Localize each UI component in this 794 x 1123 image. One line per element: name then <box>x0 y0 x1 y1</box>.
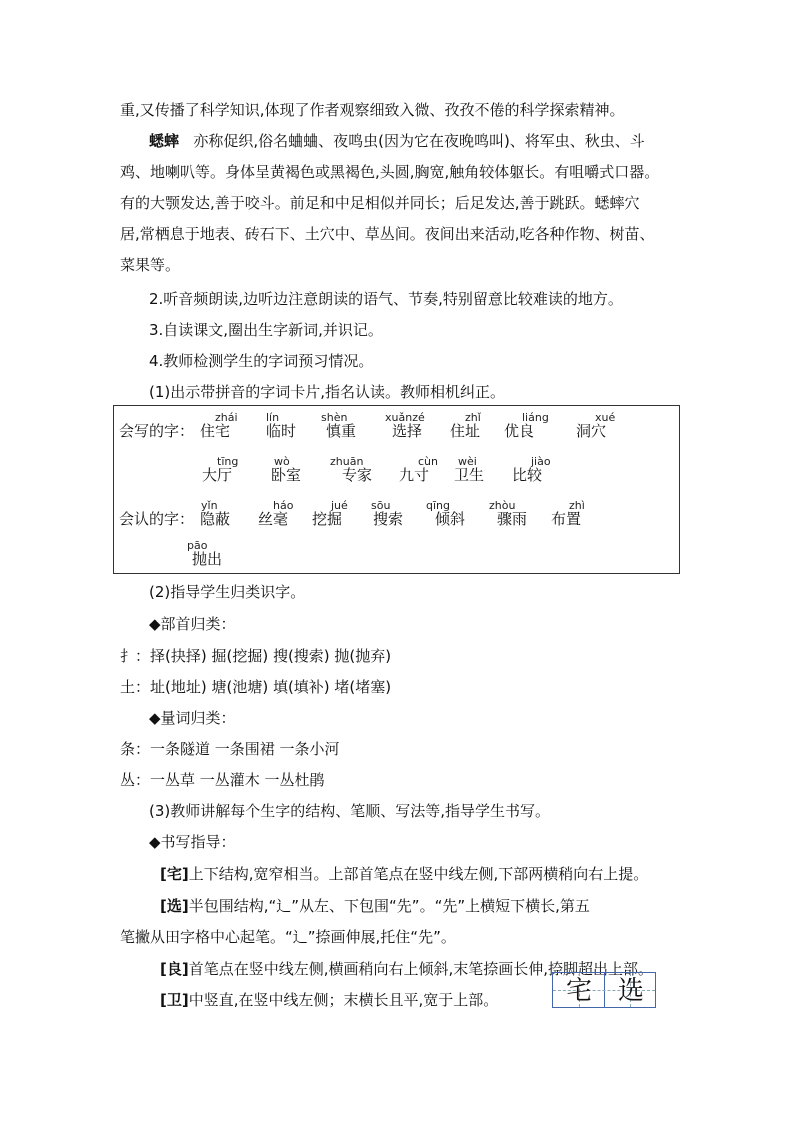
pinyin: zhì <box>569 499 585 512</box>
pinyin: jiào <box>531 455 551 468</box>
guide-char: [选] <box>160 897 189 915</box>
guide-char: [良] <box>160 960 189 978</box>
radical-heading: ◆部首归类： <box>149 615 236 633</box>
step-2: 2.听音频朗读,边听边注意朗读的语气、节奏,特别留意比较难读的地方。 <box>149 290 623 308</box>
word: 住址 <box>450 422 481 440</box>
word: 搜索 <box>373 510 404 528</box>
guide-char: [宅] <box>160 865 189 883</box>
pinyin: háo <box>273 499 294 512</box>
word: 选择 <box>392 422 423 440</box>
read-label: 会认的字： <box>119 510 195 528</box>
pinyin-card-box <box>113 405 680 574</box>
pinyin: zhǐ <box>465 411 481 424</box>
pinyin: xué <box>595 411 616 424</box>
cricket-line-3: 有的大颚发达,善于咬斗。前足和中足相似并同长；后足发达,善于跳跃。蟋蟀穴 <box>120 194 640 212</box>
guide-zhai <box>160 864 648 884</box>
guide-char: [卫] <box>160 991 189 1009</box>
pinyin: zhuān <box>330 455 364 468</box>
word: 比较 <box>512 466 543 484</box>
grid-char-zhai: 宅 <box>565 976 592 1006</box>
guide-text: 中竖直,在竖中线左侧；末横长且平,宽于上部。 <box>188 991 499 1009</box>
word: 布置 <box>551 510 582 528</box>
pinyin: qīng <box>426 499 450 512</box>
guide-text: 半包围结构,“辶”从左、下包围“先”。“先”上横短下横长,第五 <box>188 897 590 915</box>
step-4-3: (3)教师讲解每个生字的结构、笔顺、写法等,指导学生书写。 <box>149 802 551 820</box>
cricket-line-1 <box>149 131 645 151</box>
word: 卫生 <box>454 466 485 484</box>
guide-xuan-cont: 笔撇从田字格中心起笔。“辶”捺画伸展,托住“先”。 <box>120 928 456 946</box>
intro-line: 重,又传播了科学知识,体现了作者观察细致入微、孜孜不倦的科学探索精神。 <box>120 101 625 119</box>
radical-earth: 土：址(地址) 塘(池塘) 填(填补) 堵(堵塞) <box>120 678 392 696</box>
guide-xuan <box>160 896 590 916</box>
step-4-2: (2)指导学生归类识字。 <box>149 583 306 601</box>
pinyin: yǐn <box>201 499 218 512</box>
cricket-text: 亦称促织,俗名蛐蛐、夜鸣虫(因为它在夜晚鸣叫)、将军虫、秋虫、斗 <box>193 132 645 150</box>
radical-hand: 扌：择(抉择) 掘(挖掘) 搜(搜索) 抛(抛弃) <box>120 647 392 665</box>
pinyin: liáng <box>522 411 549 424</box>
cricket-line-2: 鸡、地喇叭等。身体呈黄褐色或黑褐色,头圆,胸宽,触角较体躯长。有咀嚼式口器。 <box>120 163 660 181</box>
pinyin: wò <box>274 455 290 468</box>
pinyin: tīng <box>217 455 239 468</box>
pinyin: pāo <box>187 539 208 552</box>
word: 大厅 <box>202 466 233 484</box>
cricket-line-5: 菜果等。 <box>120 256 181 274</box>
pinyin: jué <box>331 499 348 512</box>
write-label: 会写的字： <box>119 422 195 440</box>
word: 隐蔽 <box>200 510 231 528</box>
word: 倾斜 <box>435 510 466 528</box>
word: 抛出 <box>192 550 223 568</box>
cricket-line-4: 居,常栖息于地表、砖石下、土穴中、草丛间。夜间出来活动,吃各种作物、树苗、 <box>120 225 655 243</box>
measure-heading: ◆量词归类： <box>149 709 236 727</box>
pinyin: zhái <box>215 411 238 424</box>
pinyin: shèn <box>321 411 348 424</box>
measure-cong: 丛：一丛草 一丛灌木 一丛杜鹃 <box>120 771 325 789</box>
word: 临时 <box>266 422 297 440</box>
word: 专家 <box>342 466 373 484</box>
word: 卧室 <box>271 466 302 484</box>
word: 慎重 <box>326 422 357 440</box>
step-4-1: (1)出示带拼音的字词卡片,指名认读。教师相机纠正。 <box>149 383 506 401</box>
step-3: 3.自读课文,圈出生字新词,并识记。 <box>149 321 383 339</box>
word: 九寸 <box>399 466 430 484</box>
pinyin: xuǎnzé <box>385 411 425 424</box>
grid-char-xuan: 选 <box>617 976 644 1006</box>
step-4: 4.教师检测学生的字词预习情况。 <box>149 352 374 370</box>
guide-wei <box>160 990 498 1010</box>
pinyin: wèi <box>458 455 477 468</box>
word: 住宅 <box>200 422 231 440</box>
word: 优良 <box>504 422 535 440</box>
measure-tiao: 条：一条隧道 一条围裙 一条小河 <box>120 740 340 758</box>
pinyin: sōu <box>371 499 391 512</box>
guide-text: 首笔点在竖中线左侧,横画稍向右上倾斜,末笔捺画长伸,捺脚超出上部。 <box>188 960 654 978</box>
pinyin: lín <box>266 411 280 424</box>
pinyin: zhòu <box>489 499 516 512</box>
word: 挖掘 <box>312 510 343 528</box>
guide-text: 上下结构,宽窄相当。上部首笔点在竖中线左侧,下部两横稍向右上提。 <box>188 865 649 883</box>
word: 骤雨 <box>497 510 528 528</box>
writing-heading: ◆书写指导： <box>149 833 236 851</box>
pinyin: cùn <box>418 455 438 468</box>
word: 丝毫 <box>258 510 289 528</box>
word: 洞穴 <box>576 422 607 440</box>
writing-grid <box>552 972 656 1008</box>
cricket-term: 蟋蟀 <box>149 132 180 150</box>
